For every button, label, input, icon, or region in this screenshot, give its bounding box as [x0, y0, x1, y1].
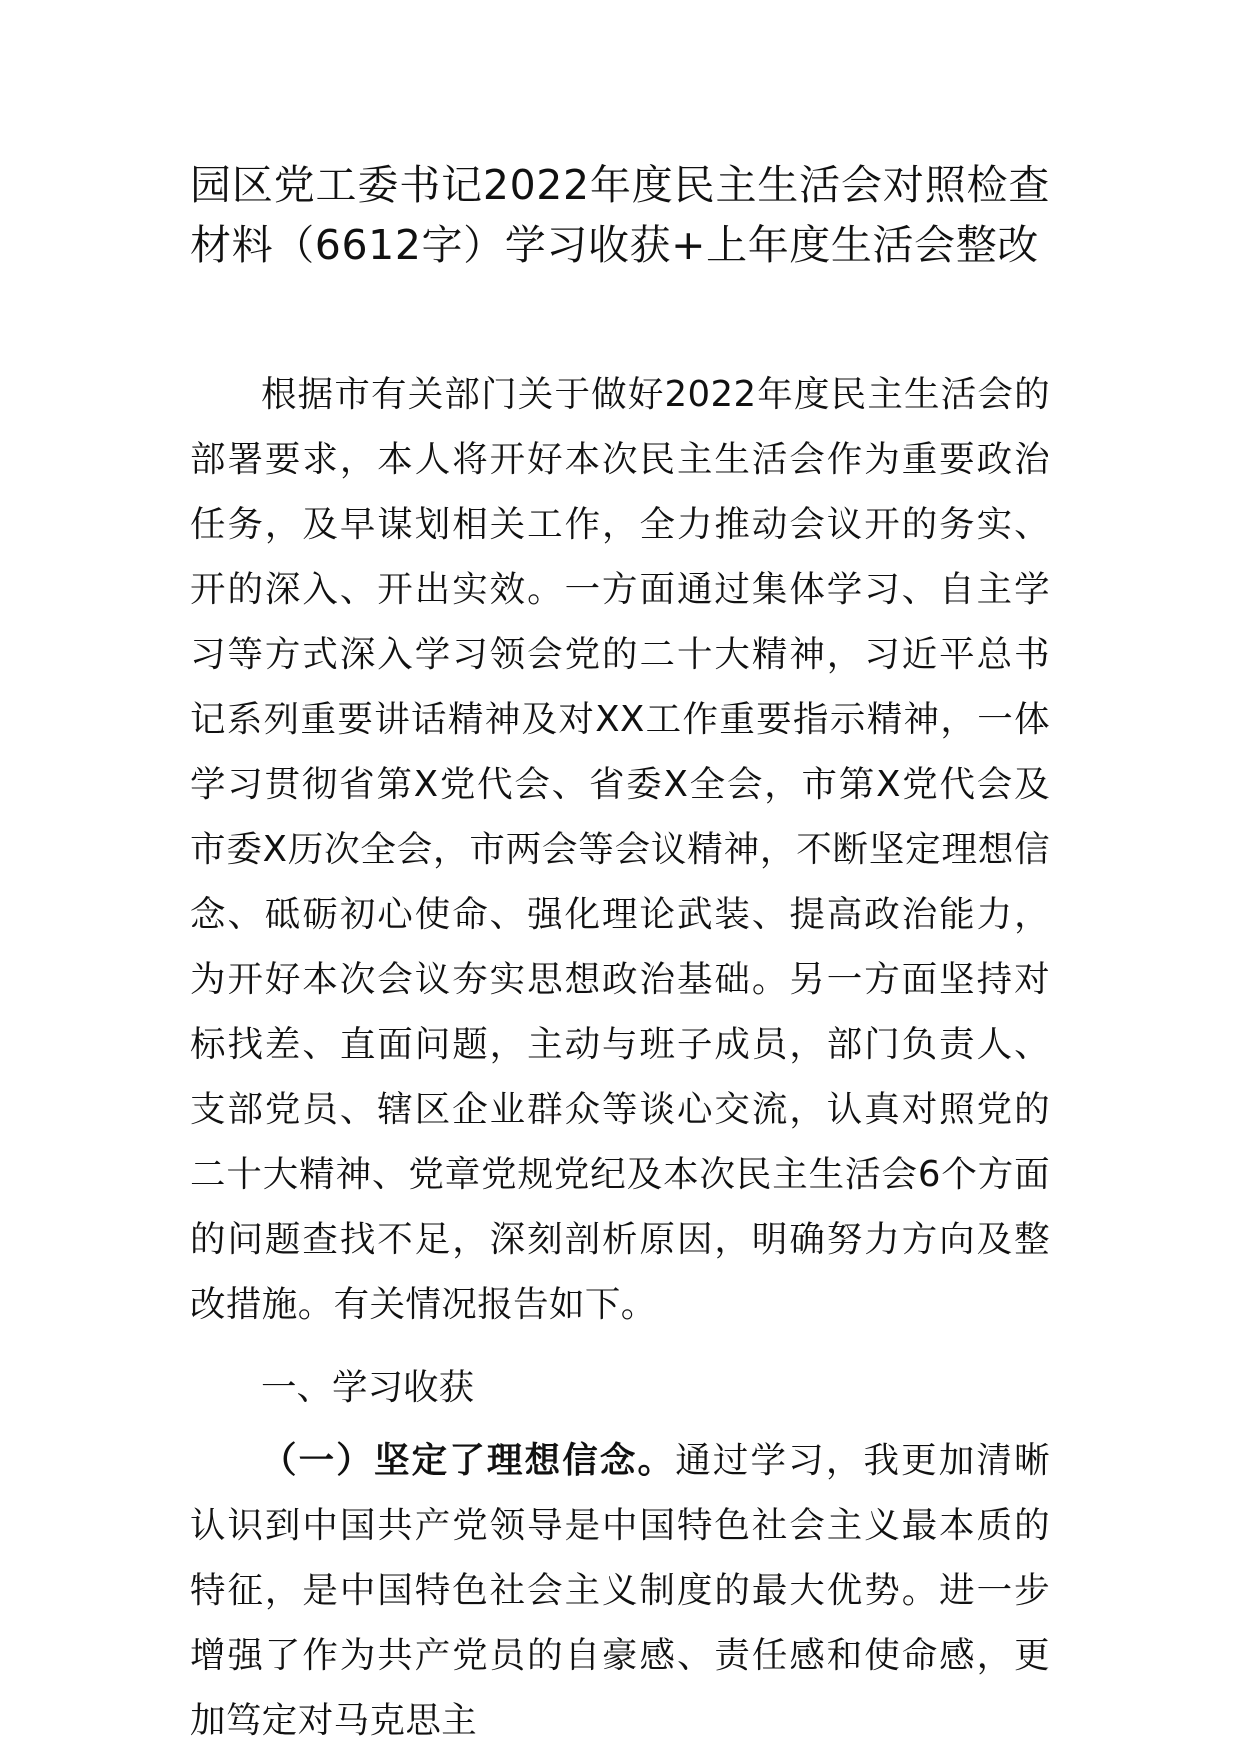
- document-title: 园区党工委书记2022年度民主生活会对照检查材料（6612字）学习收获+上年度生活会整改: [190, 161, 1050, 269]
- document-body: [190, 362, 1050, 1753]
- section-heading-study-gains: 一、学习收获: [261, 1367, 475, 1408]
- subsection-paragraph: [190, 1428, 1050, 1753]
- intro-paragraph: 根据市有关部门关于做好2022年度民主生活会的部署要求，本人将开好本次民主生活会作为重要政治任务，及早谋划相关工作，全力推动会议开的务实、开的深入、开出实效。一方面通过集体学习、自主学习等方式深入学习领会党的二十大精神，习近平总书记系列重要讲话精神及对XX工作重要指示精神，一体学习贯彻省第X党代会、省委X全会，市第X党代会及市委X历次全会，市两会等会议精神，不断坚定理想信念、砥砺初心使命、强化理论武装、提高政治能力，为开好本次会议夯实思想政治基础。另一方面坚持对标找差、直面问题，主动与班子成员，部门负责人、支部党员、辖区企业群众等谈心交流，认真对照党的二十大精神、党章党规党纪及本次民主生活会6个方面的问题查找不足，深刻剖析原因，明确努力方向及整改措施。有关情况报告如下。: [190, 374, 1050, 1325]
- subsection-heading: （一）坚定了理想信念。: [261, 1440, 676, 1481]
- subsection-text: 通过学习，我更加清晰认识到中国共产党领导是中国特色社会主义最本质的特征，是中国特色社会主义制度的最大优势。进一步增强了作为共产党员的自豪感、责任感和使命感，更加笃定对马克思主: [190, 1440, 1050, 1741]
